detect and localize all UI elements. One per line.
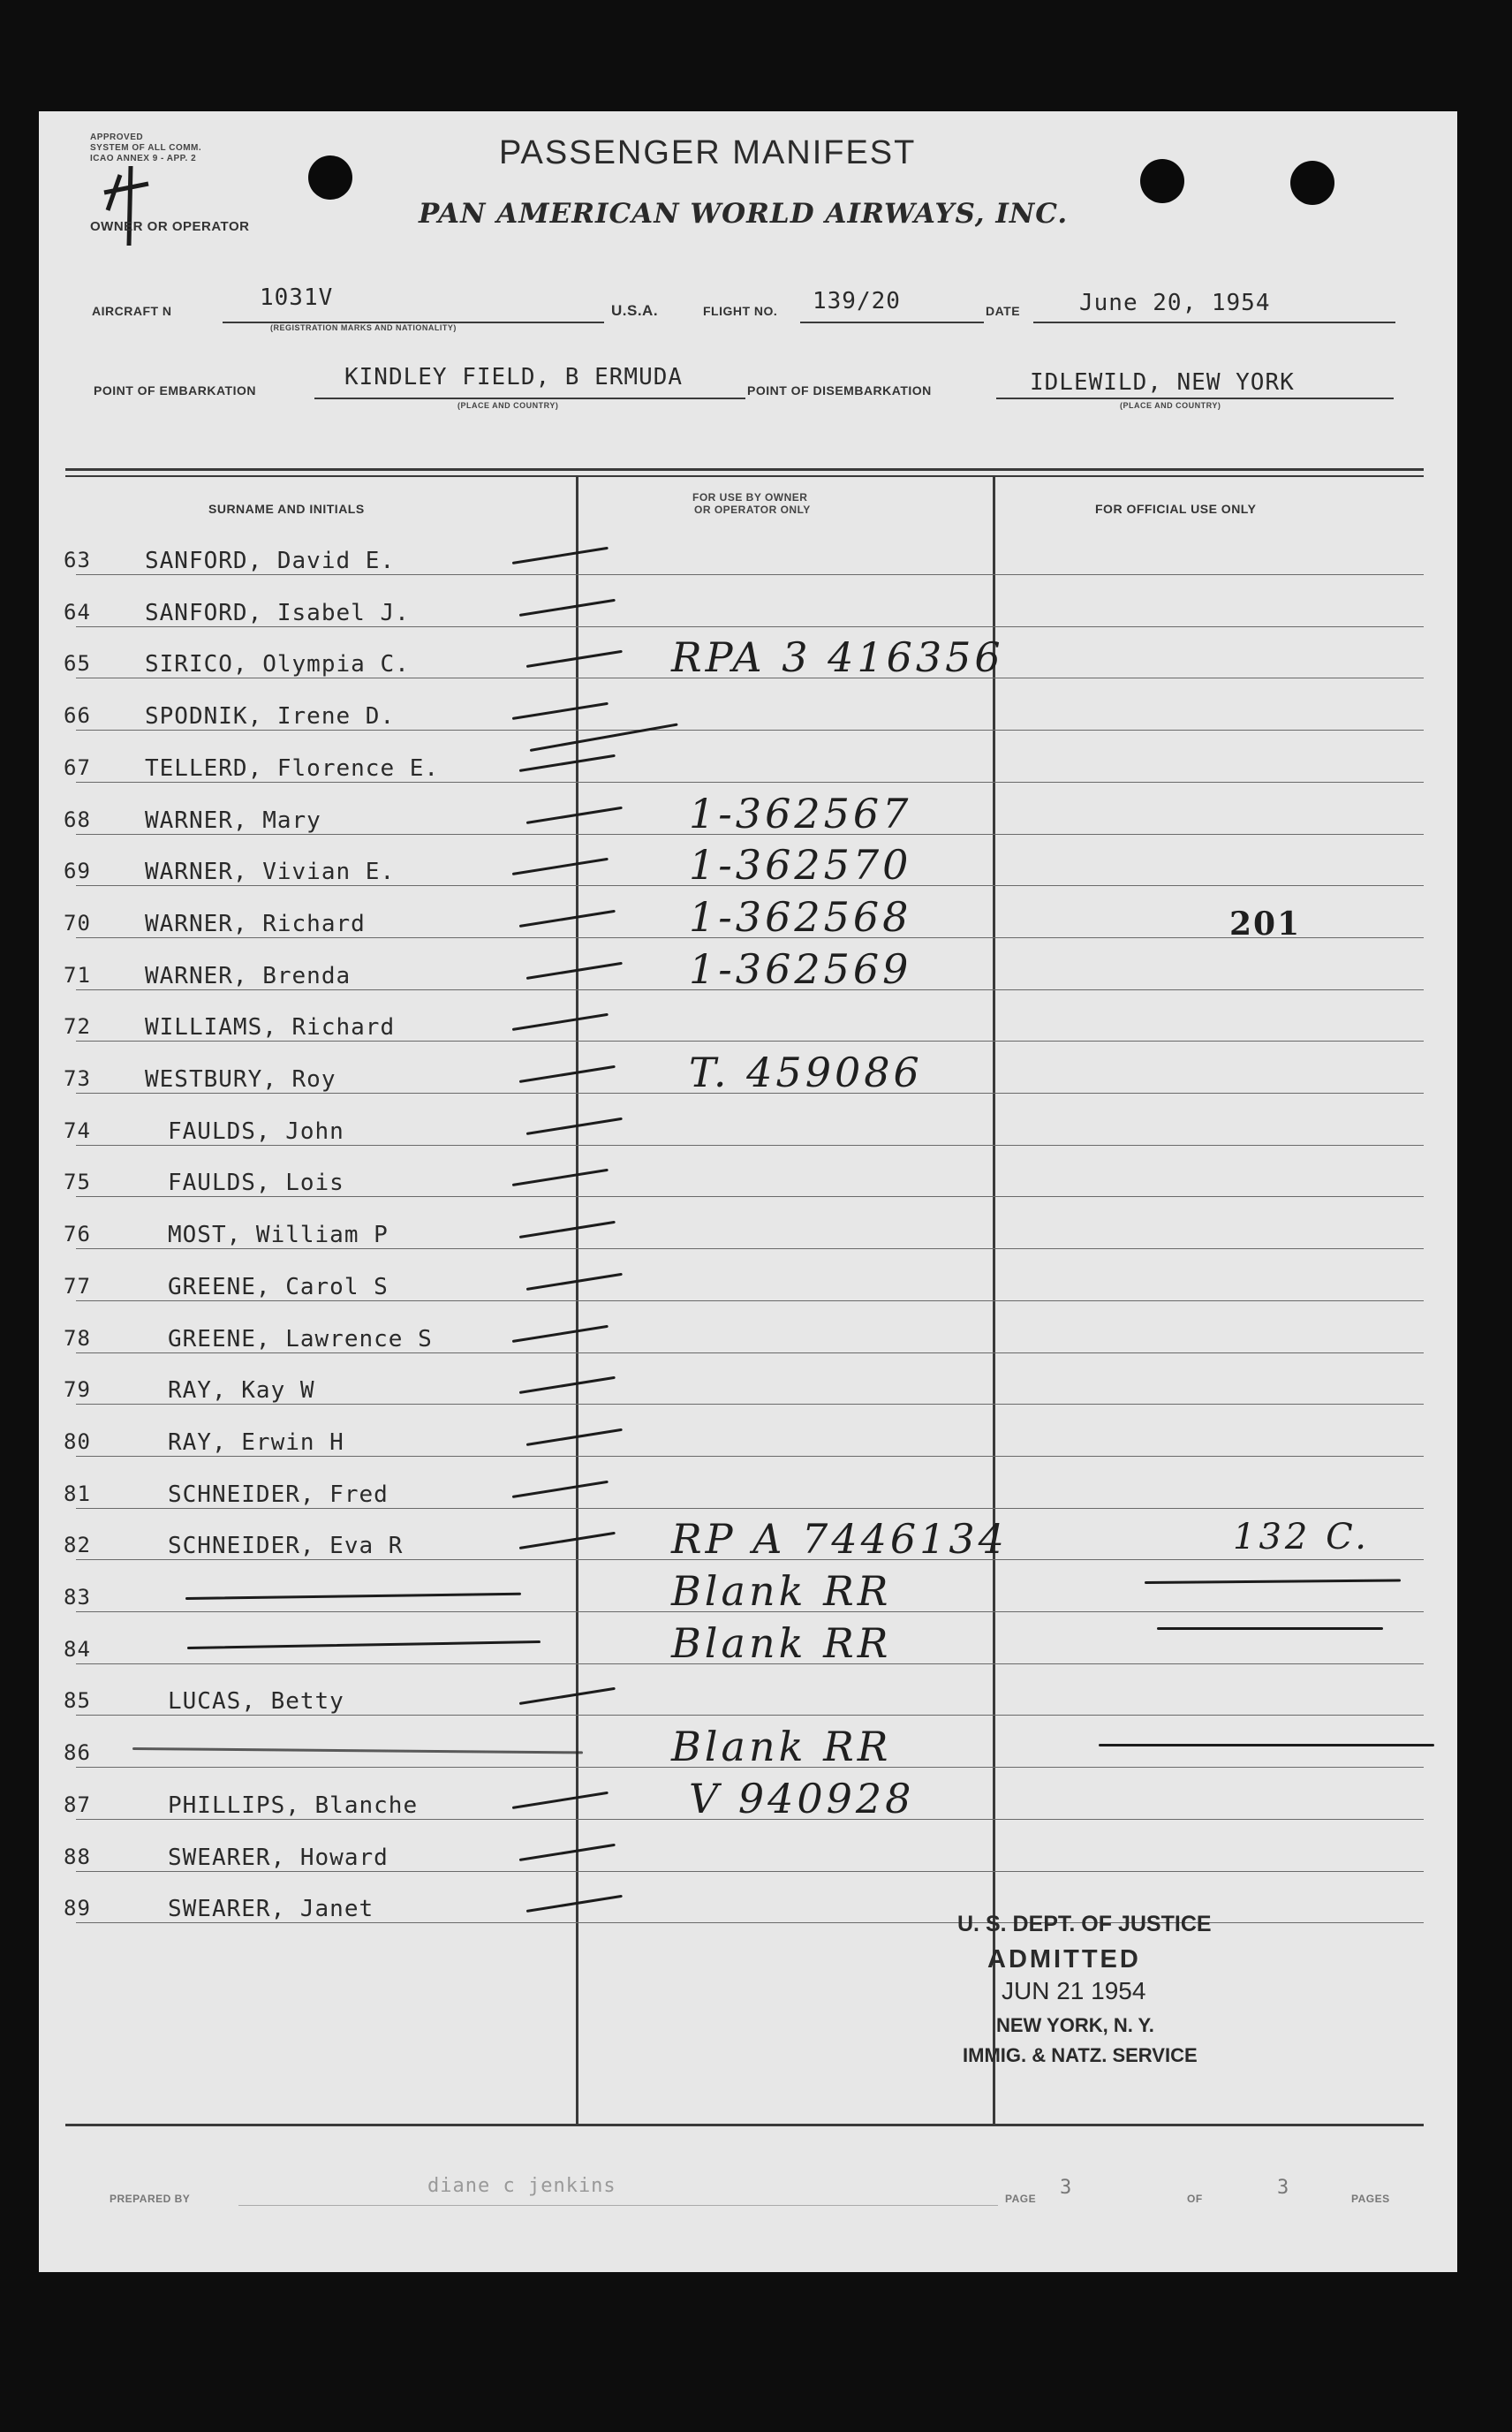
row-number: 72	[64, 1014, 91, 1039]
row-number: 74	[64, 1118, 91, 1143]
approval-line-3: ICAO ANNEX 9 - APP. 2	[90, 154, 197, 163]
disembark-label: POINT OF DISEMBARKATION	[747, 383, 932, 398]
disembark-value: IDLEWILD, NEW YORK	[1030, 369, 1295, 396]
passenger-name: WESTBURY, Roy	[145, 1066, 336, 1093]
official-stroke-86	[1099, 1744, 1434, 1746]
row-rule	[76, 1145, 1424, 1146]
stamp-service: IMMIG. & NATZ. SERVICE	[963, 2044, 1198, 2066]
table-top-rule-2	[65, 475, 1424, 477]
operator-entry: Blank RR	[671, 1567, 892, 1615]
embark-label: POINT OF EMBARKATION	[94, 383, 256, 398]
row-number: 88	[64, 1845, 91, 1869]
row-number: 63	[64, 548, 91, 572]
passenger-name: RAY, Erwin H	[168, 1429, 344, 1456]
passenger-name: GREENE, Lawrence S	[168, 1326, 433, 1352]
row-number: 82	[64, 1533, 91, 1557]
date-value: June 20, 1954	[1079, 290, 1271, 316]
col-header-surname: SURNAME AND INITIALS	[208, 502, 365, 516]
row-rule	[76, 1456, 1424, 1457]
row-number: 80	[64, 1429, 91, 1454]
aircraft-sub: (REGISTRATION MARKS AND NATIONALITY)	[270, 323, 457, 332]
passenger-name: WARNER, Brenda	[145, 963, 352, 989]
prepared-label: PREPARED BY	[110, 2193, 191, 2205]
passenger-name: TELLERD, Florence E.	[145, 755, 440, 782]
passenger-name: LUCAS, Betty	[168, 1688, 344, 1715]
disembark-underline	[996, 398, 1394, 399]
passenger-name: SWEARER, Howard	[168, 1845, 389, 1871]
row-rule	[76, 1248, 1424, 1249]
operator-entry: T. 459086	[689, 1049, 923, 1096]
stamp-city: NEW YORK, N. Y.	[996, 2014, 1154, 2036]
col-header-owner-2: OR OPERATOR ONLY	[694, 504, 811, 516]
col-header-official: FOR OFFICIAL USE ONLY	[1095, 502, 1257, 516]
aircraft-value: 1031V	[260, 284, 334, 311]
row-rule	[76, 1300, 1424, 1301]
operator-entry: 1-362568	[689, 893, 912, 941]
row-number: 79	[64, 1377, 91, 1402]
passenger-name: MOST, William P	[168, 1222, 389, 1248]
row-rule	[76, 1715, 1424, 1716]
flight-underline	[800, 322, 984, 323]
row-rule	[76, 1041, 1424, 1042]
row-number: 81	[64, 1481, 91, 1506]
passenger-name: RAY, Kay W	[168, 1377, 315, 1404]
passenger-name: WARNER, Vivian E.	[145, 859, 396, 885]
passenger-name: SANFORD, David E.	[145, 548, 396, 574]
of-label: OF	[1187, 2193, 1203, 2205]
page-value: 3	[1060, 2177, 1073, 2199]
operator-entry: RP A 7446134	[671, 1515, 1008, 1563]
punch-hole-mid	[1140, 159, 1184, 203]
stamp-dept: U. S. DEPT. OF JUSTICE	[957, 1912, 1212, 1936]
row-number: 70	[64, 911, 91, 936]
row-number: 73	[64, 1066, 91, 1091]
passenger-name: SCHNEIDER, Eva R	[168, 1533, 404, 1559]
punch-hole-left	[308, 155, 352, 200]
row-rule	[76, 1352, 1424, 1353]
pages-label: PAGES	[1351, 2193, 1390, 2205]
stamp-admitted: ADMITTED	[987, 1945, 1141, 1974]
passenger-name: PHILLIPS, Blanche	[168, 1792, 419, 1819]
row-rule	[76, 1922, 1424, 1923]
table-bottom-rule	[65, 2124, 1424, 2126]
row-number: 84	[64, 1637, 91, 1662]
row-rule	[76, 1196, 1424, 1197]
operator-entry: 1-362569	[689, 945, 912, 993]
passenger-name: FAULDS, Lois	[168, 1170, 344, 1196]
row-number: 67	[64, 755, 91, 780]
row-rule	[76, 626, 1424, 627]
passenger-name: SIRICO, Olympia C.	[145, 651, 410, 678]
form-title: PASSENGER MANIFEST	[499, 134, 917, 171]
prepared-underline	[238, 2205, 998, 2206]
row-number: 75	[64, 1170, 91, 1194]
row-number: 69	[64, 859, 91, 883]
row-number: 89	[64, 1896, 91, 1921]
owner-label: OWNER OR OPERATOR	[90, 219, 250, 234]
approval-line-2: SYSTEM OF ALL COMM.	[90, 143, 202, 153]
stamp-date: JUN 21 1954	[1002, 1977, 1146, 2004]
of-value: 3	[1277, 2177, 1290, 2199]
col-header-owner-1: FOR USE BY OWNER	[692, 491, 808, 504]
prepared-value: diane c jenkins	[427, 2175, 616, 2197]
row-number: 64	[64, 600, 91, 625]
row-number: 76	[64, 1222, 91, 1246]
passenger-name: WILLIAMS, Richard	[145, 1014, 396, 1041]
row-rule	[76, 1871, 1424, 1872]
passenger-name: SWEARER, Janet	[168, 1896, 374, 1922]
operator-entry: Blank RR	[671, 1723, 892, 1770]
official-entry: 201	[1229, 905, 1302, 943]
disembark-sub: (PLACE AND COUNTRY)	[1120, 401, 1221, 410]
passenger-name: WARNER, Mary	[145, 807, 321, 834]
operator-entry: RPA 3 416356	[671, 633, 1004, 681]
page-label: PAGE	[1005, 2193, 1037, 2205]
punch-hole-right	[1290, 161, 1334, 205]
row-rule	[76, 1508, 1424, 1509]
passenger-name: WARNER, Richard	[145, 911, 366, 937]
date-underline	[1033, 322, 1395, 323]
passenger-name: SPODNIK, Irene D.	[145, 703, 396, 730]
embark-sub: (PLACE AND COUNTRY)	[457, 401, 559, 410]
usa-label: U.S.A.	[611, 302, 659, 319]
airline-name: PAN AMERICAN WORLD AIRWAYS, INC.	[419, 198, 1069, 230]
handwritten-mark	[95, 157, 157, 254]
row-number: 87	[64, 1792, 91, 1817]
table-top-rule-1	[65, 468, 1424, 471]
row-number: 71	[64, 963, 91, 988]
row-number: 78	[64, 1326, 91, 1351]
passenger-name: SCHNEIDER, Fred	[168, 1481, 389, 1508]
row-rule	[76, 574, 1424, 575]
passenger-name: SANFORD, Isabel J.	[145, 600, 410, 626]
row-number: 77	[64, 1274, 91, 1299]
row-number: 66	[64, 703, 91, 728]
passenger-name: GREENE, Carol S	[168, 1274, 389, 1300]
flight-value: 139/20	[813, 288, 901, 314]
approval-line-1: APPROVED	[90, 133, 144, 142]
flight-label: FLIGHT NO.	[703, 304, 778, 318]
row-number: 65	[64, 651, 91, 676]
row-number: 85	[64, 1688, 91, 1713]
embark-underline	[314, 398, 745, 399]
row-rule	[76, 730, 1424, 731]
row-number: 83	[64, 1585, 91, 1610]
row-rule	[76, 1404, 1424, 1405]
row-rule	[76, 782, 1424, 783]
row-number: 86	[64, 1740, 91, 1765]
operator-entry: V 940928	[689, 1775, 915, 1822]
official-stroke-84	[1157, 1627, 1383, 1630]
operator-entry: 1-362567	[689, 790, 912, 837]
operator-entry: Blank RR	[671, 1619, 892, 1667]
aircraft-label: AIRCRAFT N	[92, 304, 172, 318]
row-number: 68	[64, 807, 91, 832]
embark-value: KINDLEY FIELD, B ERMUDA	[344, 364, 684, 390]
official-entry: 132 C.	[1233, 1517, 1370, 1557]
passenger-name: FAULDS, John	[168, 1118, 344, 1145]
operator-entry: 1-362570	[689, 841, 912, 889]
date-label: DATE	[986, 304, 1021, 318]
